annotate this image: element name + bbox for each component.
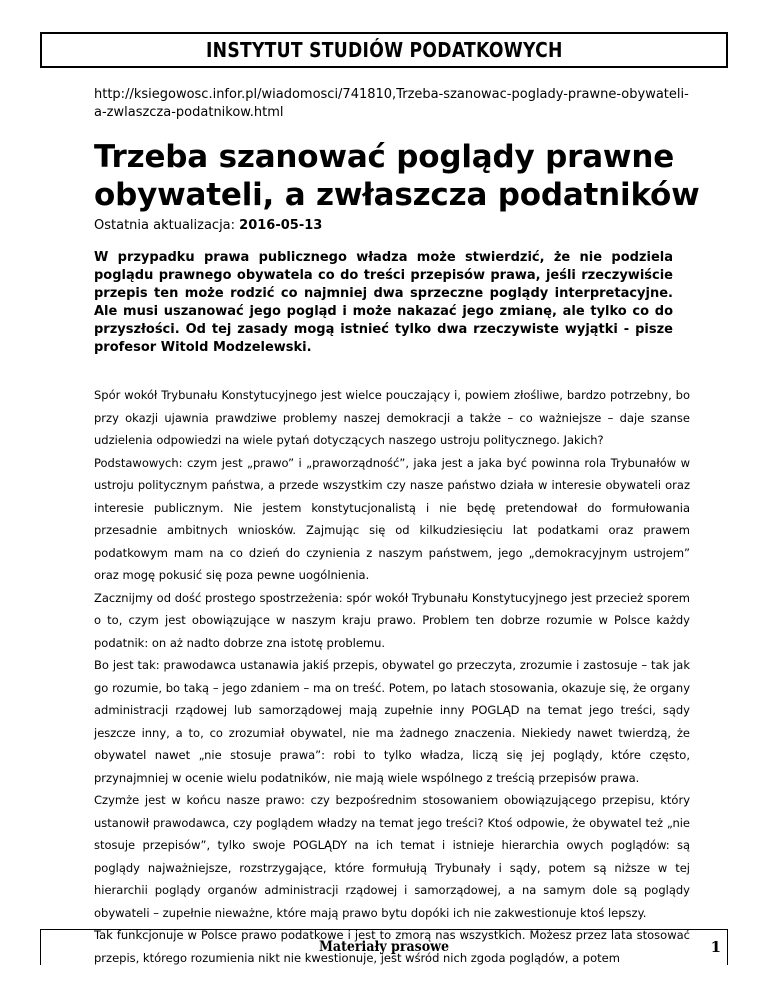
source-url[interactable]: http://ksiegowosc.infor.pl/wiadomosci/741810,Trzeba-szanowac-poglady-prawne-obywateli-a-zwlaszcza-podatnikow.html [94, 87, 689, 120]
article-body [94, 384, 690, 969]
article-lead: W przypadku prawa publicznego władza może stwierdzić, że nie podziela poglądu prawnego obywatela co do treści przepisów prawa, jeśli rzeczywiście przepis ten może rodzić co najmniej dwa sprzeczne poglądy interpretacyjne. Ale musi uszanować jego pogląd i może nakazać jego zmianę, ale tylko co do przyszłości. Od tej zasady mogą istnieć tylko dwa rzeczywiste wyjątki - pisze profesor Witold Modzelewski. [94, 250, 673, 355]
page-number: 1 [710, 938, 721, 956]
footer-label: Materiały prasowe [318, 939, 450, 955]
body-paragraph: Czymże jest w końcu nasze prawo: czy bezpośrednim stosowaniem obowiązującego przepisu, który ustanowił prawodawca, czy poglądem władzy na temat jego treści? Ktoś odpowie, że obywatel też „nie stosuje przepisów”, tylko swoje POGLĄDY na ich temat i istnieje hierarchia owych poglądów: są poglądy najważniejsze, rozstrzygające, które formułują Trybunały i sądy, potem są niższe w tej hierarchii poglądy organów administracji rządowej i samorządowej, a na samym dole są poglądy obywateli – zupełnie nieważne, które mają prawo bytu dopóki ich nie zakwestionuje ktoś lepszy. [94, 793, 690, 920]
last-updated [94, 217, 322, 235]
page-header [40, 32, 728, 68]
last-updated-label: Ostatnia aktualizacja: [94, 218, 240, 233]
institute-title: INSTYTUT STUDIÓW PODATKOWYCH [205, 38, 563, 62]
article-title: Trzeba szanować poglądy prawne obywateli, a zwłaszcza podatników [94, 139, 700, 213]
body-paragraph: Bo jest tak: prawodawca ustanawia jakiś przepis, obywatel go przeczyta, zrozumie i zastosuje – tak jak go rozumie, bo taką – jego zdaniem – ma on treść. Potem, po latach stosowania, okazuje się, że organy administracji rządowej lub samorządowej mają zupełnie inny POGLĄD na temat jego treści, sądy jeszcze inny, a to, co zrozumiał obywatel, nie ma żadnego znaczenia. Niekiedy nawet twierdzą, że obywatel nawet „nie stosuje prawa”: robi to tylko władza, liczą się jej poglądy, które często, przynajmniej w ocenie wielu podatników, nie mają wiele wspólnego z treścią przepisów prawa. [94, 658, 690, 785]
last-updated-date: 2016-05-13 [239, 218, 323, 233]
body-paragraph: Tak funkcjonuje w Polsce prawo podatkowe i jest to zmorą nas wszystkich. Możesz przez lata stosować przepis, którego rozumienia nikt nie kwestionuje, jest wśród nich zgoda poglądów, a potem [94, 928, 690, 965]
page-footer [40, 929, 728, 965]
body-paragraph: Spór wokół Trybunału Konstytucyjnego jest wielce pouczający i, powiem złośliwe, bardzo potrzebny, bo przy okazji ujawnia prawdziwe problemy naszej demokracji a także – co ważniejsze – daje szanse udzielenia odpowiedzi na wiele pytań dotyczących naszego ustroju politycznego. Jakich? [94, 388, 690, 447]
body-paragraph: Zacznijmy od dość prostego spostrzeżenia: spór wokół Trybunału Konstytucyjnego jest przecież sporem o to, czym jest obowiązujące w naszym kraju prawo. Problem ten dobrze rozumie w Polsce każdy podatnik: on aż nadto dobrze zna istotę problemu. [94, 590, 690, 650]
body-paragraph: Podstawowych: czym jest „prawo” i „praworządność”, jaka jest a jaka być powinna rola Trybunałów w ustroju politycznym państwa, a przede wszystkim czy nasze państwo działa w interesie obywateli oraz interesie publicznym. Nie jestem konstytucjonalistą i nie będę pretendował do formułowania przesadnie ambitnych wniosków. Zajmując się od kilkudziesięciu lat podatkami oraz prawem podatkowym mam na co dzień do czynienia z naszym państwem, jego „demokracyjnym ustrojem” oraz mogę pokusić się poza pewne uogólnienia. [94, 455, 690, 582]
